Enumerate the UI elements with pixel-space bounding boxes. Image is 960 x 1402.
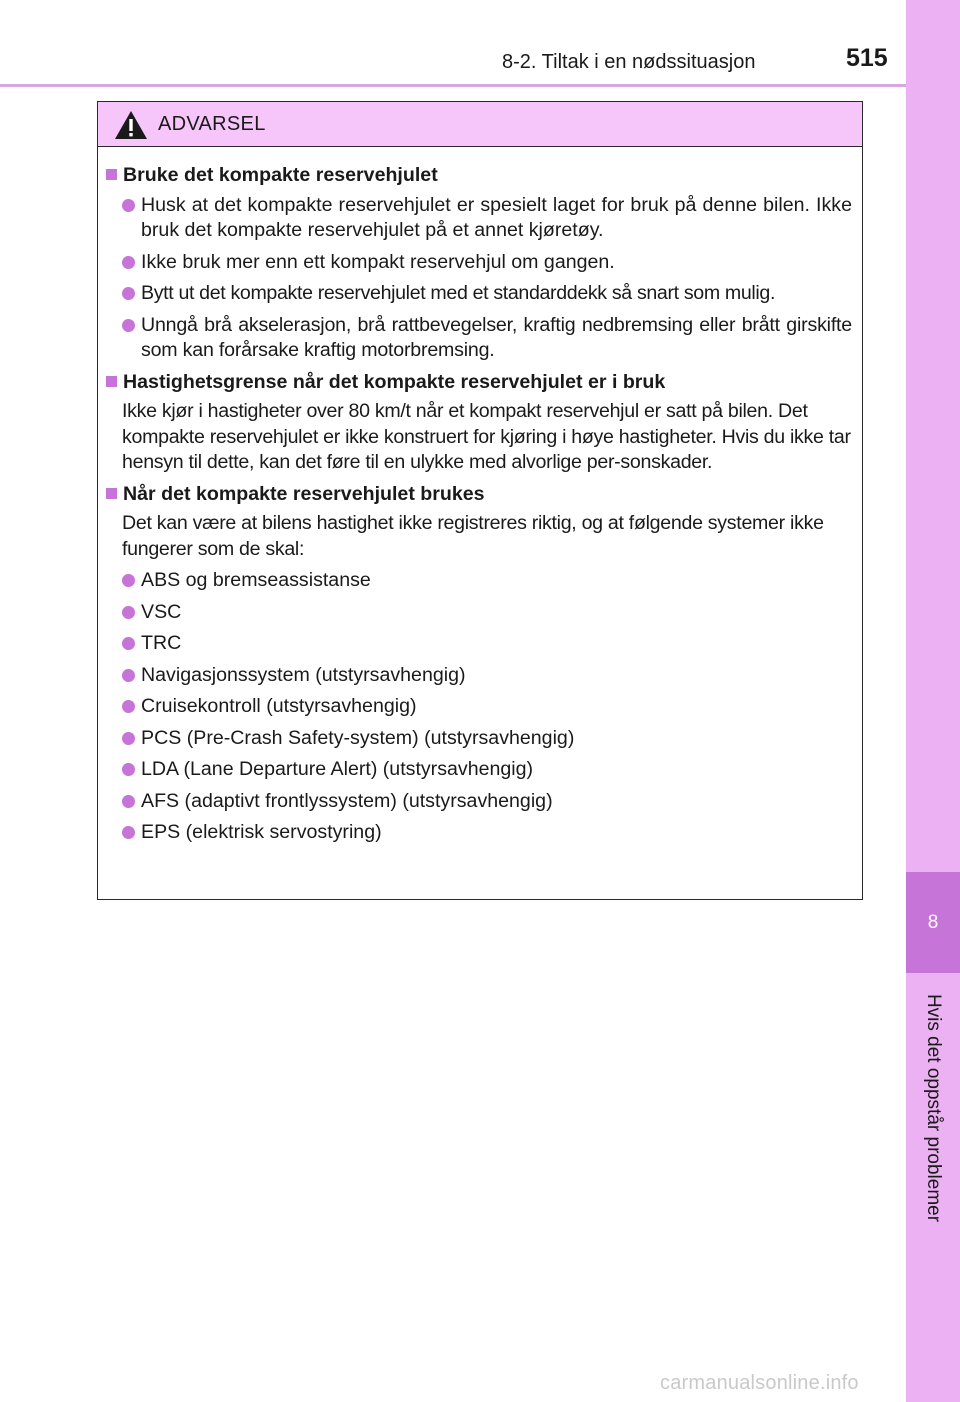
round-bullet-icon [122, 700, 135, 713]
list-item: ABS og bremseassistanse [106, 568, 852, 594]
warning-header [98, 102, 862, 147]
round-bullet-icon [122, 826, 135, 839]
round-bullet-icon [122, 637, 135, 650]
square-bullet-icon [106, 488, 117, 499]
list-item: PCS (Pre-Crash Safety-system) (utstyrsavhengig) [106, 726, 852, 752]
square-bullet-icon [106, 376, 117, 387]
round-bullet-icon [122, 287, 135, 300]
round-bullet-icon [122, 732, 135, 745]
warning-triangle-icon [114, 110, 148, 140]
list-item: LDA (Lane Departure Alert) (utstyrsavhengig) [106, 757, 852, 783]
square-bullet-icon [106, 169, 117, 180]
list-item: AFS (adaptivt frontlyssystem) (utstyrsavhengig) [106, 789, 852, 815]
list-item: Cruisekontroll (utstyrsavhengig) [106, 694, 852, 720]
warning-section [106, 163, 852, 364]
list-item: Bytt ut det kompakte reservehjulet med et standarddekk så snart som mulig. [106, 281, 852, 307]
list-item: Husk at det kompakte reservehjulet er spesielt laget for bruk på denne bilen. Ikke bruk det kompakte reservehjulet på et annet kjøretøy. [106, 193, 852, 244]
section-title: 8-2. Tiltak i en nødssituasjon [502, 51, 756, 73]
list-item: EPS (elektrisk servostyring) [106, 820, 852, 846]
section-paragraph: Det kan være at bilens hastighet ikke registreres riktig, og at følgende systemer ikke fungerer som de skal: [122, 512, 824, 560]
watermark: carmanualsonline.info [660, 1372, 859, 1394]
page-number: 515 [846, 44, 888, 72]
warning-label: ADVARSEL [158, 113, 266, 135]
round-bullet-icon [122, 795, 135, 808]
warning-section [106, 482, 852, 846]
list-item: Ikke bruk mer enn ett kompakt reservehjul om gangen. [106, 250, 852, 276]
list-item: VSC [106, 600, 852, 626]
header-rule [0, 84, 906, 87]
round-bullet-icon [122, 669, 135, 682]
round-bullet-icon [122, 256, 135, 269]
list-item: Unngå brå akselerasjon, brå rattbevegelser, kraftig nedbremsing eller brått girskifte som kan forårsake kraftig motorbremsing. [106, 313, 852, 364]
warning-body [98, 147, 862, 846]
chapter-number: 8 [927, 912, 939, 933]
round-bullet-icon [122, 763, 135, 776]
section-heading: Hastighetsgrense når det kompakte reservehjulet er i bruk [106, 370, 852, 396]
round-bullet-icon [122, 574, 135, 587]
section-paragraph: Ikke kjør i hastigheter over 80 km/t når et kompakt reservehjul er satt på bilen. Det kompakte reservehjulet er ikke konstruert for kjøring i høye hastigheter. Hvis du ikke tar hensyn til dette, kan det føre til en ulykke med alvorlige per-sonskader. [122, 400, 851, 473]
round-bullet-icon [122, 199, 135, 212]
list-item: Navigasjonssystem (utstyrsavhengig) [106, 663, 852, 689]
list-item: TRC [106, 631, 852, 657]
warning-box [97, 101, 863, 900]
section-heading: Når det kompakte reservehjulet brukes [106, 482, 852, 508]
round-bullet-icon [122, 606, 135, 619]
round-bullet-icon [122, 319, 135, 332]
chapter-title: Hvis det oppstår problemer [923, 993, 944, 1223]
section-heading: Bruke det kompakte reservehjulet [106, 163, 852, 189]
warning-section [106, 370, 852, 476]
